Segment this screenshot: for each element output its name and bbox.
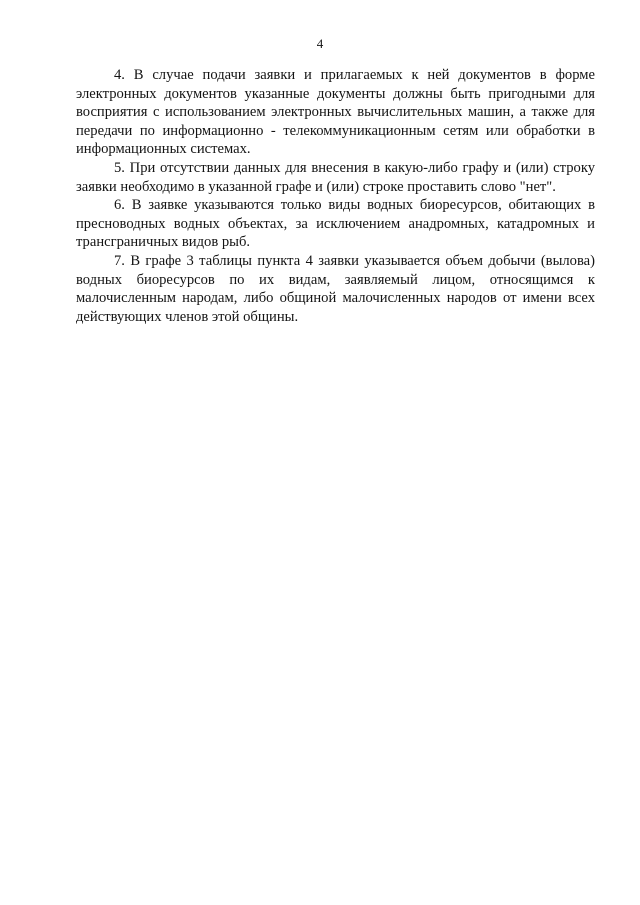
page-number: 4 (316, 36, 324, 51)
paragraph-6: 6. В заявке указываются только виды водных биоресурсов, обитающих в пресноводных водных объектах, за исключением анадромных, катадромных и трансграничных видов рыб. (76, 197, 595, 251)
document-body (76, 66, 595, 326)
paragraph-7: 7. В графе 3 таблицы пункта 4 заявки указывается объем добычи (вылова) водных биоресурсов по их видам, заявляемый лицом, относящимся к малочисленным народам, либо общиной малочисленных народов от имени всех действующих членов этой общины. (76, 252, 595, 325)
paragraph-4: 4. В случае подачи заявки и прилагаемых к ней документов в форме электронных документов указанные документы должны быть пригодными для восприятия с использованием электронных вычислительных машин, а также для передачи по информационно - телекоммуникационным сетям или обработки в информационных системах. (76, 67, 595, 158)
paragraph-5: 5. При отсутствии данных для внесения в какую-либо графу и (или) строку заявки необходимо в указанной графе и (или) строке проставить слово "нет". (76, 159, 595, 195)
